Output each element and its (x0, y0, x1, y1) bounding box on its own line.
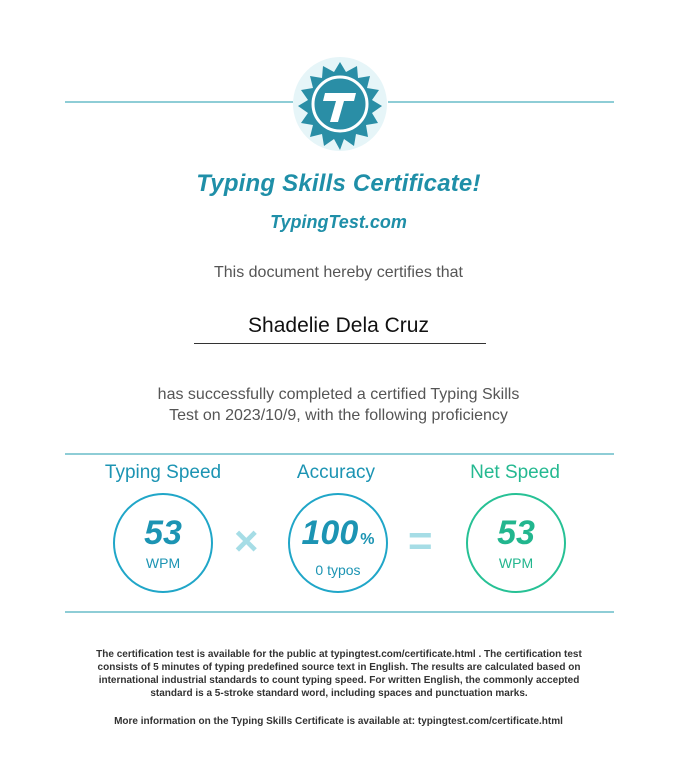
net-speed-badge (466, 493, 566, 593)
accuracy-value: 100 (301, 514, 359, 552)
stats-rule-bottom (65, 611, 614, 613)
typing-speed-badge (113, 493, 213, 593)
footnote-line-3: international industrial standards to count typing speed. For written English, the commonly accepted (98, 675, 580, 686)
brand-name: TypingTest.com (270, 212, 407, 232)
completion-statement (0, 384, 677, 426)
name-underline (194, 343, 486, 344)
accuracy-badge (288, 493, 388, 593)
footnote-line-2: consists of 5 minutes of typing predefined source text in English. The results are calculated based on (97, 662, 581, 673)
accuracy-label: Accuracy (296, 462, 376, 483)
footnote-line-4: standard is a 5-stroke standard word, including spaces and punctuation marks. (150, 688, 528, 699)
typingtest-seal-icon (292, 56, 388, 152)
accuracy-percent: % (360, 531, 375, 548)
certifies-text: This document hereby certifies that (213, 264, 463, 281)
net-speed-unit: WPM (498, 555, 534, 571)
header-rule-left (65, 101, 293, 103)
typing-speed-value: 53 (144, 514, 182, 552)
net-speed-value: 53 (497, 514, 535, 552)
certification-footnote (66, 648, 612, 700)
typing-speed-label: Typing Speed (104, 462, 222, 483)
more-info-text: More information on the Typing Skills Certificate is available at: typingtest.com/certificate.html (114, 716, 563, 727)
accuracy-value-wrap (290, 515, 386, 558)
stats-rule-top (65, 453, 614, 455)
times-icon: × (234, 517, 259, 564)
typing-speed-unit: WPM (145, 555, 181, 571)
completion-line-2: Test on 2023/10/9, with the following proficiency (169, 407, 508, 424)
equals-icon: = (408, 517, 433, 564)
accuracy-typos: 0 typos (315, 562, 361, 578)
recipient-name: Shadelie Dela Cruz (248, 314, 429, 337)
net-speed-label: Net Speed (470, 462, 560, 483)
footnote-line-1: The certification test is available for the public at typingtest.com/certificate.html . The certification test (96, 649, 582, 660)
header-rule-right (388, 101, 614, 103)
completion-line-1: has successfully completed a certified Typing Skills (157, 386, 520, 403)
certificate-title: Typing Skills Certificate! (196, 170, 481, 197)
